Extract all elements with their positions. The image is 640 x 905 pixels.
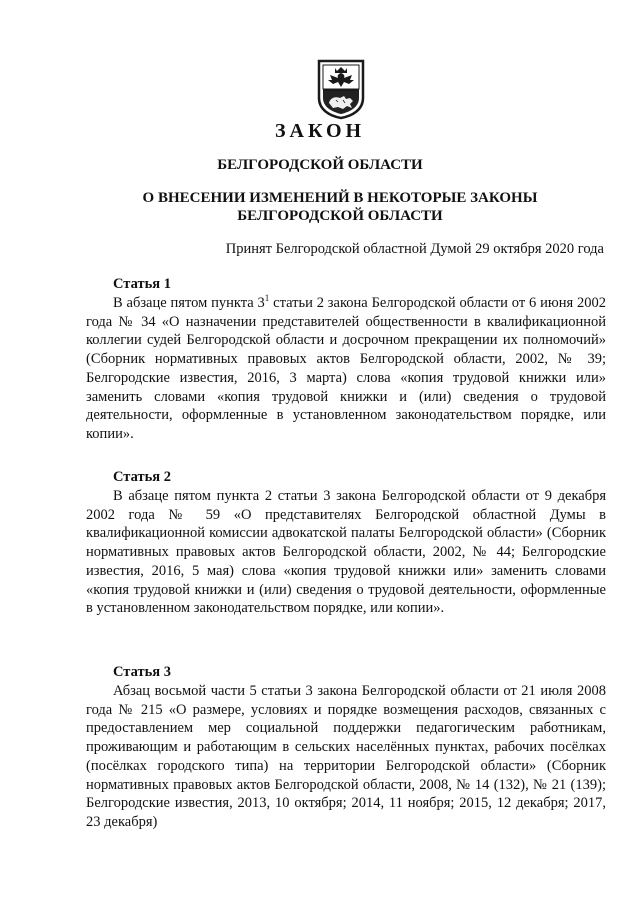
document-subtitle: О ВНЕСЕНИИ ИЗМЕНЕНИЙ В НЕКОТОРЫЕ ЗАКОНЫ БЕЛГОРОДСКОЙ ОБЛАСТИ [142, 190, 538, 224]
document-region: БЕЛГОРОДСКОЙ ОБЛАСТИ [217, 157, 423, 173]
article-heading: Статья 2 [113, 469, 171, 485]
article-heading: Статья 1 [113, 276, 171, 292]
article-1 [86, 275, 606, 444]
article-heading: Статья 3 [113, 664, 171, 680]
article-text: В абзаце пятом пункта $3^1$ статьи 2 закона Белгородской области от 6 июня 2002 года № 34 «О назначении представителей общественности в квалификационной коллегии судей Белгородской области и досрочном прекращении их полномочий» (Сборник нормативных правовых актов Белгородской области, 2002, № 39; Белгородские известия, 2016, 3 марта) слова «копия трудовой книжки или» заменить словами «копия трудовой книжки и (или) сведения о трудовой деятельности, оформленные в установленном законодательством порядке, или копии». [86, 293, 607, 442]
belgorod-coat-of-arms-icon [316, 58, 366, 120]
superscript: 1 [264, 293, 270, 304]
document-title: ЗАКОН [274, 120, 366, 142]
article-text: В абзаце пятом пункта 2 статьи 3 закона Белгородской области от 9 декабря 2002 года № 59 «О представителях Белгородской областной Думы в квалификационной комиссии адвокатской палаты Белгородской области» (Сборник нормативных правовых актов Белгородской области, 2002, № 44; Белгородские известия, 2016, 5 мая) слова «копия трудовой книжки или» заменить словами «копия трудовой книжки и (или) сведения о трудовой деятельности, оформленные в установленном законодательством порядке, или копии». [86, 488, 606, 617]
article-2 [86, 468, 606, 618]
article-3 [86, 663, 606, 832]
adoption-note: Принят Белгородской областной Думой 29 октября 2020 года [225, 241, 604, 257]
article-text: Абзац восьмой части 5 статьи 3 закона Белгородской области от 21 июля 2008 года № 215 «О размере, условиях и порядке возмещения расходов, связанных с предоставлением мер социальной поддержки педагогическим работникам, проживающим и работающим в сельских населённых пунктах, рабочих посёлках (посёлках городского типа) на территории Белгородской области» (Сборник нормативных правовых актов Белгородской области, 2008, № 14 (132), № 21 (139); Белгородские известия, 2013, 10 октября; 2014, 11 ноября; 2015, 12 декабря; 2017, 23 декабря) [86, 683, 606, 830]
